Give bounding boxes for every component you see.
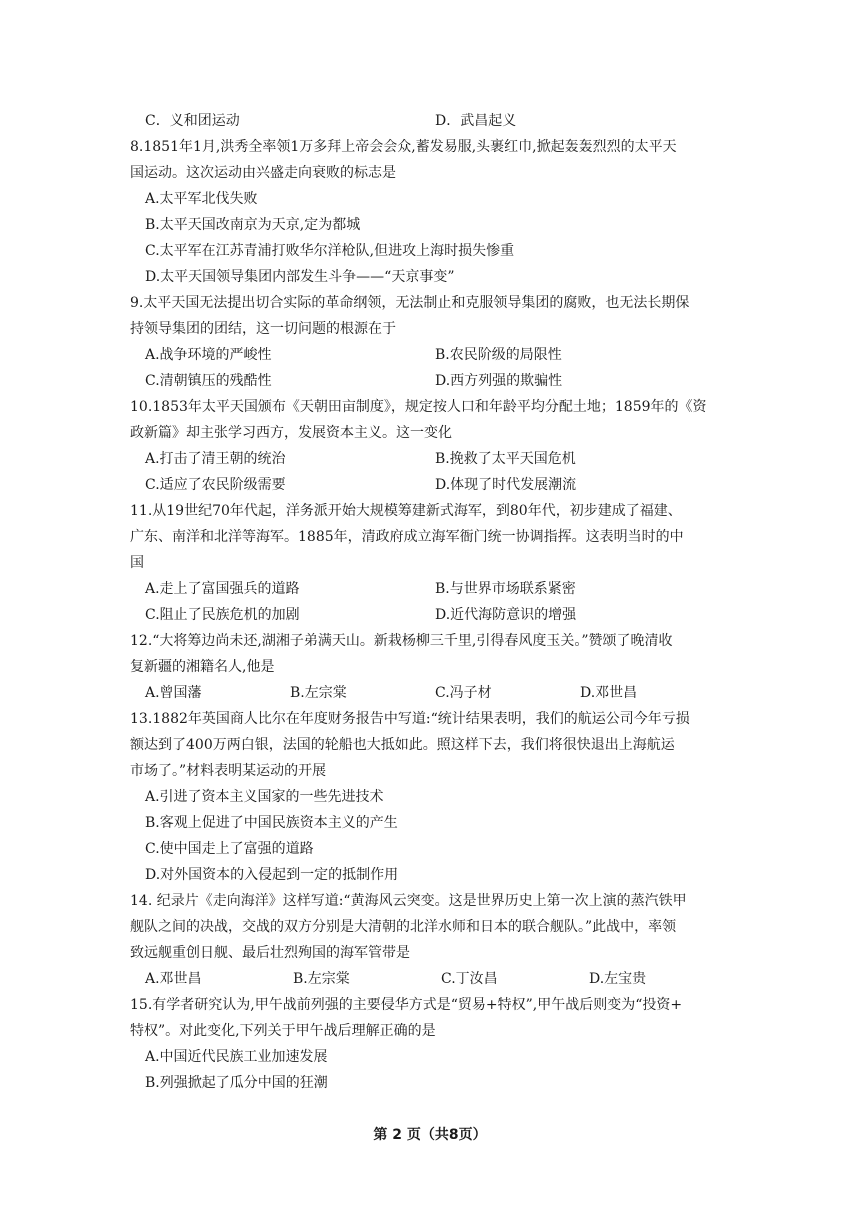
question-stem-line: 9.太平天国无法提出切合实际的革命纲领，无法制止和克服领导集团的腐败，也无法长期保 — [130, 295, 690, 311]
option-d: D.西方列强的欺骗性 — [435, 373, 563, 389]
option-d: D.近代海防意识的增强 — [435, 607, 577, 623]
option-d: D.体现了时代发展潮流 — [435, 477, 577, 493]
options-row — [130, 472, 742, 498]
question-q14 — [130, 888, 742, 992]
option-d: D.邓世昌 — [580, 685, 638, 701]
option-d: D.对外国资本的入侵起到一定的抵制作用 — [145, 867, 399, 883]
question-stem-line: 14. 纪录片《走向海洋》这样写道:“黄海风云突变。这是世界历史上第一次上演的蒸汽铁甲 — [130, 893, 687, 909]
question-q8 — [130, 134, 742, 290]
option-b: B.挽救了太平天国危机 — [435, 451, 576, 467]
question-stem-line: 8.1851年1月,洪秀全率领1万多拜上帝会会众,蓄发易服,头裹红巾,掀起轰轰烈烈的太平天 — [130, 139, 677, 155]
question-stem-line: 15.有学者研究认为,甲午战前列强的主要侵华方式是“贸易+特权”,甲午战后则变为“投资+ — [130, 997, 683, 1013]
question-stem-line: 市场了。”材料表明某运动的开展 — [130, 763, 327, 779]
option-a: A.曾国藩 — [145, 685, 202, 701]
question-q10 — [130, 394, 742, 498]
option-b: B.左宗棠 — [293, 971, 350, 987]
question-q13 — [130, 706, 742, 888]
option-d: D.太平天国领导集团内部发生斗争——“天京事变” — [145, 269, 455, 285]
option-b: B.农民阶级的局限性 — [435, 347, 562, 363]
option-a: A.中国近代民族工业加速发展 — [145, 1049, 328, 1065]
question-stem-line: 12.“大将筹边尚未还,湖湘子弟满天山。新栽杨柳三千里,引得春风度玉关。”赞颂了晚清收 — [130, 633, 673, 649]
question-list — [130, 108, 742, 1096]
options-row — [130, 368, 742, 394]
question-stem-line: 10.1853年太平天国颁布《天朝田亩制度》，规定按人口和年龄平均分配土地；1859年的《资 — [130, 399, 707, 415]
option-b: B.与世界市场联系紧密 — [435, 581, 576, 597]
options-row — [130, 342, 742, 368]
q7-option-c: C．义和团运动 — [145, 113, 240, 129]
options-row — [130, 966, 742, 992]
option-a: A.邓世昌 — [145, 971, 202, 987]
option-a: A.引进了资本主义国家的一些先进技术 — [145, 789, 384, 805]
option-a: A.战争环境的严峻性 — [145, 347, 272, 363]
option-a: A.太平军北伐失败 — [145, 191, 258, 207]
option-c: C.清朝镇压的残酷性 — [145, 373, 272, 389]
question-stem-line: 13.1882年英国商人比尔在年度财务报告中写道:“统计结果表明，我们的航运公司今年亏损 — [130, 711, 690, 727]
option-b: B.客观上促进了中国民族资本主义的产生 — [145, 815, 398, 831]
option-b: B.列强掀起了瓜分中国的狂潮 — [145, 1075, 328, 1091]
option-c: C.使中国走上了富强的道路 — [145, 841, 314, 857]
question-q12 — [130, 628, 742, 706]
question-stem-line: 国运动。这次运动由兴盛走向衰败的标志是 — [130, 165, 396, 181]
options-row — [130, 576, 742, 602]
options-row — [130, 680, 742, 706]
option-a: A.走上了富国强兵的道路 — [145, 581, 300, 597]
option-d: D.左宝贵 — [589, 971, 647, 987]
question-q15 — [130, 992, 742, 1096]
options-row — [130, 602, 742, 628]
question-stem-line: 国 — [130, 555, 144, 571]
question-q11 — [130, 498, 742, 628]
option-b: B.左宗棠 — [290, 685, 347, 701]
option-c: C.适应了农民阶级需要 — [145, 477, 286, 493]
q7-option-d: D．武昌起义 — [435, 113, 517, 129]
question-stem-line: 额达到了400万两白银，法国的轮船也大抵如此。照这样下去，我们将很快退出上海航运 — [130, 737, 675, 753]
option-c: C.丁汝昌 — [441, 971, 498, 987]
option-c: C.冯子材 — [435, 685, 492, 701]
options-row — [130, 446, 742, 472]
question-q9 — [130, 290, 742, 394]
option-c: C.阻止了民族危机的加剧 — [145, 607, 300, 623]
question-stem-line: 11.从19世纪70年代起，洋务派开始大规模筹建新式海军，到80年代，初步建成了福建、 — [130, 503, 682, 519]
question-stem-line: 政新篇》却主张学习西方，发展资本主义。这一变化 — [130, 425, 452, 441]
question-stem-line: 特权”。对此变化,下列关于甲午战后理解正确的是 — [130, 1023, 436, 1039]
page-footer: 第 2 页（共8页） — [373, 1127, 487, 1143]
option-b: B.太平天国改南京为天京,定为都城 — [145, 217, 361, 233]
question-stem-line: 广东、南洋和北洋等海军。1885年，清政府成立海军衙门统一协调指挥。这表明当时的中 — [130, 529, 684, 545]
option-a: A.打击了清王朝的统治 — [145, 451, 286, 467]
question-stem-line: 致远舰重创日舰、最后壮烈殉国的海军管带是 — [130, 945, 410, 961]
question-stem-line: 复新疆的湘籍名人,他是 — [130, 659, 275, 675]
question-stem-line: 持领导集团的团结，这一切问题的根源在于 — [130, 321, 396, 337]
option-c: C.太平军在江苏青浦打败华尔洋枪队,但进攻上海时损失惨重 — [145, 243, 515, 259]
question-stem-line: 舰队之间的决战，交战的双方分别是大清朝的北洋水师和日本的联合舰队。”此战中，率领 — [130, 919, 677, 935]
q7-options — [130, 108, 742, 134]
